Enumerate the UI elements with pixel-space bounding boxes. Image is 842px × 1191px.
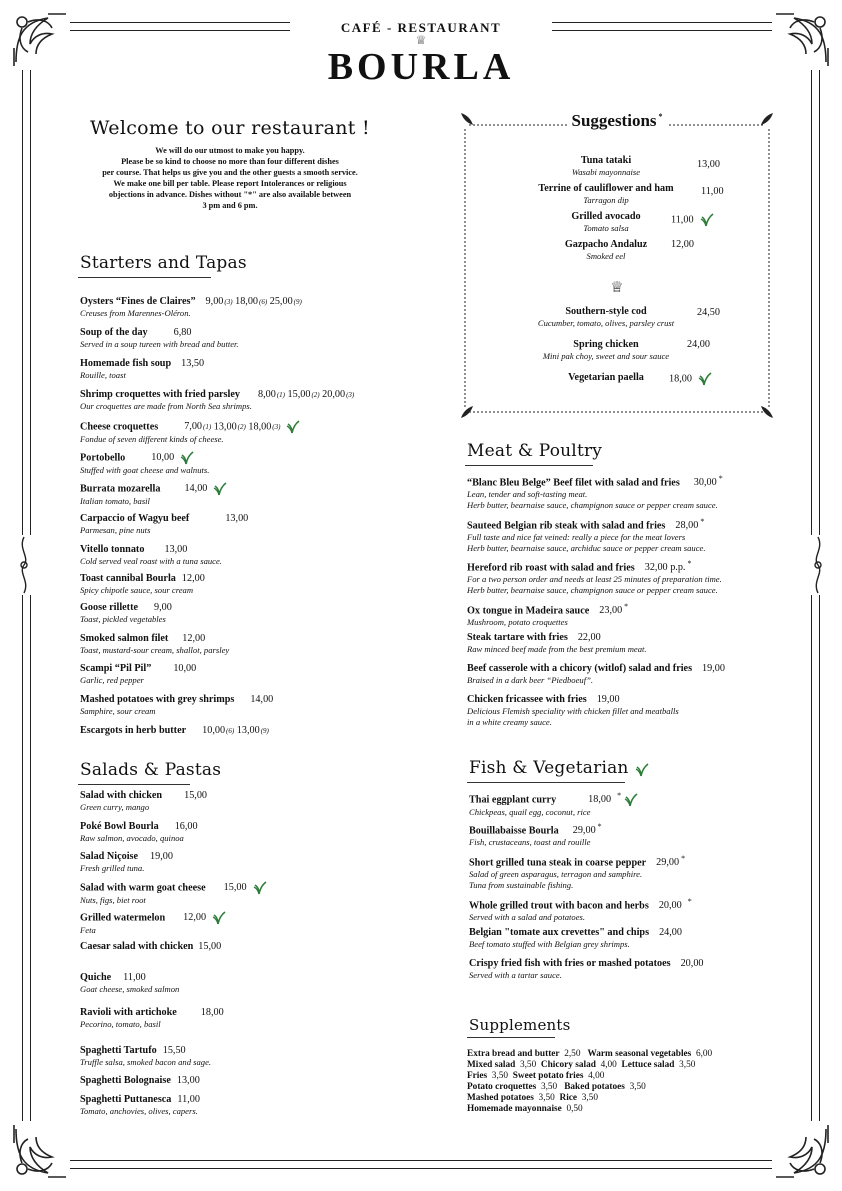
- item-desc: Raw minced beef made from the best premium meat.: [467, 644, 647, 654]
- menu-item: [80, 1045, 211, 1068]
- vegetarian-leaf-icon: [212, 911, 226, 925]
- menu-item: [80, 420, 300, 445]
- supplement-row: [467, 1060, 712, 1071]
- vegetarian-leaf-icon: [700, 213, 714, 227]
- menu-item: [467, 632, 647, 655]
- item-name: Short grilled tuna steak in coarse pepper: [469, 857, 647, 869]
- section-title-fish: [469, 758, 649, 778]
- item-price: 8,00: [257, 389, 276, 400]
- item-price: 20,00: [680, 958, 704, 969]
- item-name: Spaghetti Puttanesca: [80, 1094, 172, 1105]
- item-name: Mashed potatoes with grey shrimps: [80, 694, 235, 705]
- item-desc: Salad of green asparagus, terragon and samphire.: [469, 869, 643, 880]
- item-price: 13,50: [181, 358, 205, 369]
- item-price: 13,00: [225, 513, 249, 524]
- corner-ornament-icon: [8, 1121, 70, 1183]
- item-price: 13,00: [213, 421, 237, 433]
- vegetarian-leaf-icon: [180, 451, 194, 465]
- vegetarian-leaf-icon: [624, 793, 638, 807]
- section-title-text: Salads & Pastas: [80, 760, 222, 780]
- item-desc: Spicy chipotle sauce, sour cream: [80, 585, 194, 595]
- menu-item: [80, 941, 221, 953]
- item-qty: (6): [259, 298, 268, 306]
- supplement-price: 3,50: [540, 1082, 558, 1092]
- vegetarian-leaf-icon: [698, 372, 712, 386]
- item-price: 18,00: [669, 373, 692, 385]
- item-name: Crispy fried fish with fries or mashed potatoes: [469, 958, 671, 969]
- item-desc: Beef tomato stuffed with Belgian grey shrimps.: [469, 939, 630, 949]
- item-price: 20,00: [322, 389, 346, 400]
- item-price: 24,50: [697, 307, 720, 318]
- supplement-row: [467, 1104, 712, 1115]
- item-desc: Tuna from sustainable fishing.: [469, 879, 574, 890]
- item-price: 28,00: [675, 520, 699, 532]
- asterisk: *: [687, 897, 692, 906]
- supplement-price: 0,50: [566, 1104, 583, 1114]
- item-name: Gazpacho Andaluz: [564, 239, 648, 250]
- section-title-text: Fish & Vegetarian: [469, 758, 629, 778]
- supplements-list: [467, 1049, 712, 1115]
- welcome-line: We will do our utmost to make you happy.: [155, 146, 305, 155]
- item-price: 32,00 p.p.: [644, 562, 686, 574]
- asterisk: *: [700, 517, 705, 526]
- item-desc: Mini pak choy, sweet and sour sauce: [542, 351, 670, 361]
- menu-item: [469, 958, 704, 981]
- welcome-text: [80, 145, 380, 211]
- item-name: Bouillabaisse Bourla: [469, 825, 559, 837]
- side-ornament-icon: [810, 535, 826, 595]
- menu-item: [80, 296, 302, 319]
- menu-item: [80, 1094, 200, 1117]
- item-name: Steak tartare with fries: [467, 632, 568, 643]
- menu-item: [80, 972, 179, 995]
- item-name: Hereford rib roast with salad and fries: [467, 562, 635, 574]
- item-desc: Garlic, red pepper: [80, 675, 144, 685]
- menu-item: [80, 1007, 224, 1030]
- item-qty: (3): [224, 298, 233, 306]
- welcome-line: Please be so kind to choose no more than four different dishes: [121, 157, 339, 166]
- menu-item: [469, 790, 638, 818]
- item-desc: Fish, crustaceans, toast and rouille: [469, 837, 591, 848]
- menu-item: [80, 821, 198, 844]
- item-name: Spring chicken: [573, 339, 639, 350]
- item-name: Spaghetti Bolognaise: [80, 1075, 171, 1086]
- item-price: 6,80: [173, 327, 192, 338]
- section-title-text: Supplements: [469, 1016, 571, 1034]
- corner-ornament-icon: [772, 1121, 834, 1183]
- item-price: 18,00: [588, 794, 612, 806]
- supplement-row: [467, 1049, 712, 1060]
- item-name: Vitello tonnato: [80, 544, 145, 555]
- welcome-line: objections in advance. Dishes without "*" are also available between: [108, 190, 352, 199]
- menu-item: [469, 927, 682, 950]
- item-name: Burrata mozarella: [80, 483, 161, 495]
- title-underline: [78, 784, 190, 785]
- item-desc: Delicious Flemish speciality with chicken fillet and meatballs: [467, 706, 679, 716]
- menu-item: [80, 544, 222, 567]
- item-price: 19,00: [150, 851, 173, 862]
- menu-item: [80, 602, 172, 625]
- supplement-row: [467, 1093, 712, 1104]
- item-desc: Tomato salsa: [583, 223, 629, 233]
- item-desc: Raw salmon, avocado, quinoa: [80, 833, 184, 843]
- menu-item: [80, 573, 205, 596]
- item-name: Southern-style cod: [565, 306, 647, 317]
- item-price-with-leaf: [671, 213, 714, 227]
- item-price: 22,00: [577, 632, 601, 643]
- corner-ornament-icon: [8, 8, 70, 70]
- item-name: Terrine of cauliflower and ham: [538, 183, 674, 194]
- item-name: Belgian "tomate aux crevettes" and chips: [469, 927, 650, 938]
- section-title-text: Meat & Poultry: [467, 441, 603, 461]
- item-price: 29,00: [572, 825, 596, 837]
- item-price: 12,00: [671, 239, 694, 250]
- supplement-name: Rice: [559, 1093, 578, 1103]
- crown-icon: ♕: [415, 33, 427, 47]
- item-name: Quiche: [80, 972, 112, 983]
- title-underline: [465, 465, 593, 466]
- vegetarian-leaf-icon: [253, 881, 267, 895]
- menu-item: [467, 663, 725, 686]
- supplement-price: 2,50: [564, 1049, 581, 1059]
- suggestions-title-text: Suggestions: [571, 111, 657, 130]
- item-name: Tuna tataki: [580, 155, 632, 166]
- welcome-line: 3 pm and 6 pm.: [202, 201, 258, 210]
- item-desc: Smoked eel: [586, 251, 626, 261]
- supplement-price: 4,00: [588, 1071, 605, 1081]
- item-name: Vegetarian paella: [568, 372, 644, 383]
- supplement-name: Potato croquettes: [467, 1082, 537, 1092]
- item-name: Scampi “Pil Pil”: [80, 663, 152, 674]
- supplement-price: 3,50: [519, 1060, 537, 1070]
- asterisk: *: [624, 602, 629, 611]
- menu-item: [80, 482, 227, 507]
- section-title-text: Starters and Tapas: [80, 253, 247, 273]
- item-qty: (3): [272, 423, 281, 432]
- item-qty: (6): [226, 727, 235, 735]
- supplement-name: Mashed potatoes: [467, 1093, 534, 1103]
- menu-item: [469, 853, 685, 890]
- menu-item: [80, 358, 204, 381]
- supplement-row: [467, 1071, 712, 1082]
- menu-item: [467, 601, 628, 628]
- item-price: 11,00: [671, 214, 694, 226]
- supplement-price: 4,00: [600, 1060, 617, 1070]
- item-desc: Cold served veal roast with a tuna sauce.: [80, 556, 222, 566]
- item-name: Ox tongue in Madeira sauce: [467, 605, 590, 617]
- item-name: Cheese croquettes: [80, 421, 159, 433]
- item-desc: Our croquettes are made from North Sea shrimps.: [80, 401, 252, 411]
- item-desc: Served with a salad and potatoes.: [469, 912, 586, 923]
- side-ornament-icon: [16, 535, 32, 595]
- item-desc: Herb butter, bearnaise sauce, champignon sauce or pepper cream sauce.: [467, 584, 718, 595]
- asterisk: *: [658, 112, 663, 122]
- item-desc: Nuts, figs, biet root: [80, 895, 146, 905]
- supplement-price: 3,50: [679, 1060, 696, 1070]
- item-name: Grilled watermelon: [80, 912, 166, 924]
- supplement-name: Homemade mayonnaise: [467, 1104, 562, 1114]
- item-price: 13,00: [164, 544, 188, 555]
- item-desc: Chickpeas, quail egg, coconut, rice: [469, 807, 591, 818]
- menu-item: [467, 473, 723, 510]
- title-underline: [467, 782, 625, 783]
- item-desc: Italian tomato, basil: [80, 496, 150, 506]
- item-price: 18,00: [200, 1007, 224, 1018]
- asterisk: *: [687, 559, 692, 568]
- vegetarian-leaf-icon: [213, 482, 227, 496]
- item-qty: (1): [203, 423, 212, 432]
- crown-divider-icon: ♕: [610, 280, 624, 296]
- supplement-name: Chicory salad: [540, 1060, 596, 1070]
- menu-item: [469, 821, 602, 848]
- item-name: Homemade fish soup: [80, 358, 172, 369]
- item-desc: Rouille, toast: [80, 370, 126, 380]
- suggestions-box: [461, 113, 773, 418]
- asterisk: *: [597, 822, 602, 831]
- item-name: Caesar salad with chicken: [80, 941, 194, 952]
- logo-subtitle: CAFÉ - RESTAURANT: [340, 20, 502, 35]
- item-price: 20,00: [658, 900, 682, 912]
- supplement-name: Sweet potato fries: [512, 1071, 584, 1081]
- item-price: 11,00: [123, 972, 146, 983]
- asterisk: *: [718, 474, 723, 483]
- supplement-name: Mixed salad: [467, 1060, 516, 1070]
- item-price: 7,00: [184, 421, 203, 433]
- item-price: 19,00: [702, 663, 725, 674]
- item-name: Toast cannibal Bourla: [80, 573, 176, 584]
- item-price: 11,00: [177, 1094, 200, 1105]
- item-name: Spaghetti Tartufo: [80, 1045, 157, 1056]
- item-desc: Tarragon dip: [583, 195, 629, 205]
- item-price: 10,00: [173, 663, 197, 674]
- item-price: 15,50: [162, 1045, 186, 1056]
- supplement-price: 3,50: [629, 1082, 646, 1092]
- item-desc: Fondue of seven different kinds of cheese.: [80, 434, 224, 444]
- item-price: 25,00: [269, 296, 293, 307]
- item-name: Sauteed Belgian rib steak with salad and fries: [467, 520, 666, 532]
- menu-item: [80, 513, 248, 536]
- menu-item: [80, 389, 354, 412]
- logo-name: BOURLA: [327, 46, 515, 88]
- item-desc: Goat cheese, smoked salmon: [80, 984, 180, 994]
- item-price: 13,00: [236, 725, 260, 736]
- menu-item: [80, 694, 273, 717]
- item-price: 9,00: [154, 602, 172, 613]
- item-price: 18,00: [235, 296, 259, 307]
- item-qty: (2): [237, 423, 246, 432]
- menu-item: [469, 896, 692, 923]
- item-name: Thai eggplant curry: [469, 794, 557, 806]
- menu-item: [80, 327, 239, 350]
- item-desc: Fresh grilled tuna.: [80, 863, 145, 873]
- item-qty: (9): [293, 298, 302, 306]
- item-price: 30,00: [693, 477, 717, 489]
- supplement-price: 3,50: [538, 1093, 555, 1103]
- item-desc: Full taste and nice fat veined: really a piece for the meat lovers: [467, 532, 686, 543]
- item-qty: (2): [311, 391, 320, 399]
- menu-item: [80, 633, 229, 656]
- menu-item: [467, 516, 706, 553]
- item-qty: (1): [276, 391, 285, 399]
- item-price: 24,00: [659, 927, 682, 938]
- item-desc: Served in a soup tureen with bread and butter.: [80, 339, 239, 349]
- item-name: Ravioli with artichoke: [80, 1007, 177, 1018]
- item-name: Goose rillette: [80, 602, 138, 613]
- supplement-name: Extra bread and butter: [467, 1049, 560, 1059]
- item-desc: Tomato, anchovies, olives, capers.: [80, 1106, 198, 1116]
- item-desc: For a two person order and needs at least 25 minutes of preparation time.: [467, 574, 722, 585]
- supplement-name: Baked potatoes: [564, 1082, 625, 1092]
- section-title-salads: [80, 760, 221, 780]
- menu-item: [80, 911, 226, 936]
- welcome-title: Welcome to our restaurant !: [90, 117, 370, 139]
- item-price: 15,00: [184, 790, 208, 801]
- item-price: 12,00: [182, 633, 206, 644]
- item-qty: (9): [260, 727, 269, 735]
- item-desc: Toast, pickled vegetables: [80, 614, 166, 624]
- asterisk: *: [617, 791, 622, 800]
- menu-item: [80, 663, 196, 686]
- item-desc: Samphire, sour cream: [80, 706, 156, 716]
- suggestion-item: [476, 239, 736, 261]
- supplement-name: Warm seasonal vegetables: [587, 1049, 692, 1059]
- suggestion-item: [476, 183, 736, 205]
- supplement-name: Lettuce salad: [621, 1060, 675, 1070]
- item-name: Portobello: [80, 452, 126, 464]
- item-price: 9,00: [205, 296, 224, 307]
- item-price: 16,00: [174, 821, 198, 832]
- item-name: Beef casserole with a chicory (witlof) salad and fries: [467, 663, 693, 674]
- vegetarian-leaf-icon: [635, 762, 649, 776]
- item-desc: Cucumber, tomato, olives, parsley crust: [537, 318, 675, 328]
- item-name: Carpaccio of Wagyu beef: [80, 513, 190, 524]
- item-desc: Creuses from Marennes-Oléron.: [80, 308, 191, 318]
- item-name: Shrimp croquettes with fried parsley: [80, 389, 240, 400]
- item-price: 18,00: [248, 421, 272, 433]
- item-desc: Feta: [80, 925, 96, 935]
- asterisk: *: [681, 854, 686, 863]
- restaurant-logo: [290, 0, 552, 90]
- suggestions-title: [461, 111, 773, 131]
- item-desc: in a white creamy sauce.: [467, 716, 552, 727]
- section-title-meat: [467, 441, 602, 461]
- item-price: 15,00: [287, 389, 311, 400]
- item-price: 15,00: [198, 941, 222, 952]
- item-name: Salad Niçoise: [80, 851, 139, 862]
- item-name: Smoked salmon filet: [80, 633, 169, 644]
- supplement-price: 3,50: [491, 1071, 509, 1081]
- welcome-line: per course. That helps us give you and the other guests a smooth service.: [102, 168, 358, 177]
- welcome-line: We make one bill per table. Please report Intolerances or religious: [113, 179, 347, 188]
- item-price: 24,00: [687, 339, 710, 350]
- item-name: Salad with warm goat cheese: [80, 882, 206, 894]
- item-name: Oysters “Fines de Claires”: [80, 296, 196, 307]
- item-price: 13,00: [176, 1075, 200, 1086]
- item-price-with-leaf: [669, 372, 712, 386]
- item-price: 10,00: [202, 725, 226, 736]
- item-name: Soup of the day: [80, 327, 148, 338]
- item-name: Grilled avocado: [571, 211, 641, 222]
- item-price: 15,00: [223, 882, 247, 894]
- item-desc: Mushroom, potato croquettes: [467, 617, 568, 628]
- title-underline: [78, 277, 211, 278]
- menu-item: [467, 694, 679, 727]
- item-price: 10,00: [151, 452, 175, 464]
- menu-item: [80, 725, 269, 737]
- item-name: “Blanc Bleu Belge” Beef filet with salad and fries: [467, 477, 680, 489]
- welcome-block: [80, 117, 380, 211]
- item-name: Escargots in herb butter: [80, 725, 187, 736]
- supplement-name: Fries: [467, 1071, 488, 1081]
- item-name: Poké Bowl Bourla: [80, 821, 159, 832]
- title-underline: [467, 1037, 555, 1038]
- menu-item: [467, 558, 722, 595]
- corner-ornament-icon: [772, 8, 834, 70]
- section-title-supplements: [469, 1016, 571, 1034]
- item-price: 29,00: [656, 857, 680, 869]
- menu-item: [80, 851, 173, 874]
- item-price: 13,00: [697, 159, 720, 170]
- item-name: Salad with chicken: [80, 790, 163, 801]
- item-price: 23,00: [599, 605, 623, 617]
- item-name: Whole grilled trout with bacon and herbs: [469, 900, 649, 912]
- section-title-starters: [80, 253, 247, 273]
- vegetarian-leaf-icon: [286, 420, 300, 434]
- item-desc: Pecorino, tomato, basil: [80, 1019, 161, 1029]
- item-desc: Parmesan, pine nuts: [80, 525, 151, 535]
- item-price: 12,00: [183, 912, 207, 924]
- item-qty: (3): [346, 391, 355, 399]
- supplement-price: 6,00: [695, 1049, 713, 1059]
- menu-item: [80, 451, 209, 476]
- item-name: Chicken fricassee with fries: [467, 694, 587, 705]
- item-desc: Braised in a dark beer “Piedboeuf”.: [467, 675, 594, 685]
- item-desc: Green curry, mango: [80, 802, 150, 812]
- item-desc: Served with a tartar sauce.: [469, 970, 562, 980]
- menu-item: [80, 881, 267, 906]
- supplement-row: [467, 1082, 712, 1093]
- item-price: 14,00: [184, 483, 208, 495]
- item-desc: Toast, mustard-sour cream, shallot, parsley: [80, 645, 230, 655]
- item-desc: Herb butter, bearnaise sauce, archiduc sauce or pepper cream sauce.: [467, 542, 706, 553]
- item-price: 19,00: [596, 694, 620, 705]
- item-desc: Wasabi mayonnaise: [571, 167, 641, 177]
- menu-item: [80, 790, 207, 813]
- item-price: 12,00: [181, 573, 205, 584]
- item-price: 11,00: [701, 186, 724, 197]
- item-desc: Stuffed with goat cheese and walnuts.: [80, 465, 210, 475]
- item-price: 14,00: [250, 694, 274, 705]
- menu-item: [80, 1075, 200, 1087]
- item-desc: Truffle salsa, smoked bacon and sage.: [80, 1057, 212, 1067]
- supplement-price: 3,50: [581, 1093, 598, 1103]
- item-desc: Herb butter, bearnaise sauce, champignon sauce or pepper cream sauce.: [467, 499, 718, 510]
- item-desc: Lean, tender and soft-tasting meat.: [467, 489, 588, 500]
